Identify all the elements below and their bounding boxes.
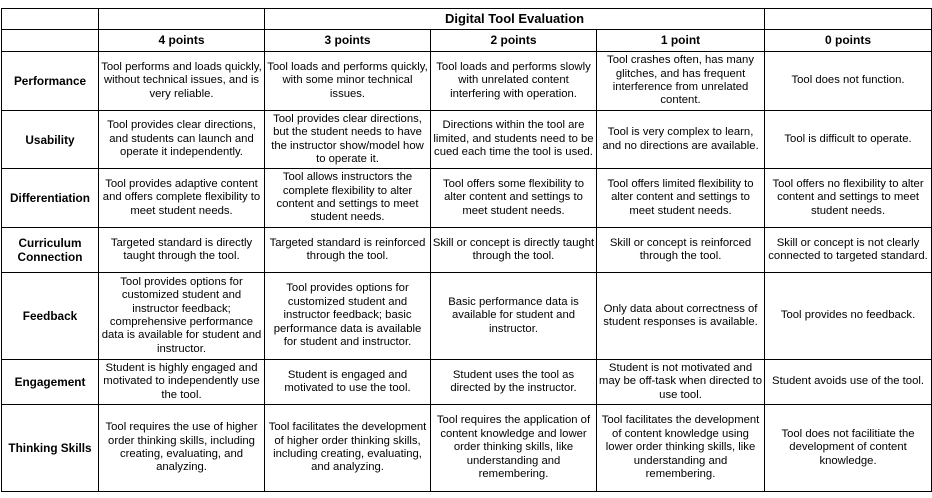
criterion-curriculum-connection: Curriculum Connection — [2, 228, 99, 273]
rubric-cell: Tool requires the use of higher order thinking skills, including creating, evaluating, and analyzing. — [99, 405, 265, 492]
rubric-cell: Tool loads and performs quickly, with some minor technical issues. — [265, 52, 431, 111]
rubric-cell: Targeted standard is reinforced through the tool. — [265, 228, 431, 273]
rubric-cell: Student is engaged and motivated to use the tool. — [265, 360, 431, 405]
rubric-cell: Tool provides options for customized student and instructor feedback; basic performance data is available for student and instructor. — [265, 273, 431, 360]
table-row — [2, 405, 932, 492]
rubric-cell: Student uses the tool as directed by the instructor. — [431, 360, 597, 405]
level-header-3: 3 points — [265, 30, 431, 52]
rubric-cell: Tool facilitates the development of higher order thinking skills, including creating, evaluating, and analyzing. — [265, 405, 431, 492]
table-title: Digital Tool Evaluation — [265, 9, 765, 30]
rubric-cell: Tool performs and loads quickly, without technical issues, and is very reliable. — [99, 52, 265, 111]
rubric-table — [1, 8, 932, 492]
criterion-thinking-skills: Thinking Skills — [2, 405, 99, 492]
rubric-cell: Directions within the tool are limited, and students need to be cued each time the tool is used. — [431, 111, 597, 169]
rubric-cell: Tool requires the application of content knowledge and lower order thinking skills, like understanding and remembering. — [431, 405, 597, 492]
rubric-cell: Tool provides clear directions, but the student needs to have the instructor show/model how to operate it. — [265, 111, 431, 169]
title-spacer-right — [765, 9, 932, 30]
corner-cell — [2, 9, 99, 30]
table-row — [2, 228, 932, 273]
rubric-cell: Tool provides adaptive content and offers complete flexibility to meet student needs. — [99, 169, 265, 228]
table-row — [2, 169, 932, 228]
header-row — [2, 30, 932, 52]
criterion-differentiation: Differentiation — [2, 169, 99, 228]
rubric-cell: Student is not motivated and may be off-task when directed to use tool. — [597, 360, 765, 405]
rubric-cell: Skill or concept is not clearly connected to targeted standard. — [765, 228, 932, 273]
rubric-cell: Tool loads and performs slowly with unrelated content interfering with operation. — [431, 52, 597, 111]
rubric-cell: Only data about correctness of student responses is available. — [597, 273, 765, 360]
header-corner-cell — [2, 30, 99, 52]
table-row — [2, 273, 932, 360]
rubric-cell: Student avoids use of the tool. — [765, 360, 932, 405]
criterion-performance: Performance — [2, 52, 99, 111]
rubric-cell: Tool is difficult to operate. — [765, 111, 932, 169]
rubric-cell: Tool crashes often, has many glitches, and has frequent interference from unrelated content. — [597, 52, 765, 111]
rubric-cell: Student is highly engaged and motivated to independently use the tool. — [99, 360, 265, 405]
criterion-feedback: Feedback — [2, 273, 99, 360]
rubric-cell: Tool allows instructors the complete flexibility to alter content and settings to meet student needs. — [265, 169, 431, 228]
criterion-usability: Usability — [2, 111, 99, 169]
rubric-cell: Tool provides options for customized student and instructor feedback; comprehensive performance data is available for student and instructor. — [99, 273, 265, 360]
level-header-1: 1 point — [597, 30, 765, 52]
rubric-cell: Tool offers some flexibility to alter content and settings to meet student needs. — [431, 169, 597, 228]
rubric-cell: Tool does not facilitiate the development of content knowledge. — [765, 405, 932, 492]
table-row — [2, 360, 932, 405]
rubric-cell: Tool provides clear directions, and students can launch and operate it independently. — [99, 111, 265, 169]
rubric-cell: Basic performance data is available for student and instructor. — [431, 273, 597, 360]
criterion-engagement: Engagement — [2, 360, 99, 405]
level-header-2: 2 points — [431, 30, 597, 52]
table-row — [2, 111, 932, 169]
rubric-cell: Skill or concept is reinforced through the tool. — [597, 228, 765, 273]
level-header-0: 0 points — [765, 30, 932, 52]
rubric-cell: Targeted standard is directly taught through the tool. — [99, 228, 265, 273]
title-row — [2, 9, 932, 30]
rubric-cell: Tool provides no feedback. — [765, 273, 932, 360]
title-spacer-left — [99, 9, 265, 30]
rubric-cell: Skill or concept is directly taught through the tool. — [431, 228, 597, 273]
rubric-cell: Tool facilitates the development of content knowledge using lower order thinking skills, like understanding and remembering. — [597, 405, 765, 492]
rubric-cell: Tool is very complex to learn, and no directions are available. — [597, 111, 765, 169]
rubric-cell: Tool offers limited flexibility to alter content and settings to meet student needs. — [597, 169, 765, 228]
table-row — [2, 52, 932, 111]
level-header-4: 4 points — [99, 30, 265, 52]
rubric-cell: Tool offers no flexibility to alter content and settings to meet student needs. — [765, 169, 932, 228]
rubric-cell: Tool does not function. — [765, 52, 932, 111]
